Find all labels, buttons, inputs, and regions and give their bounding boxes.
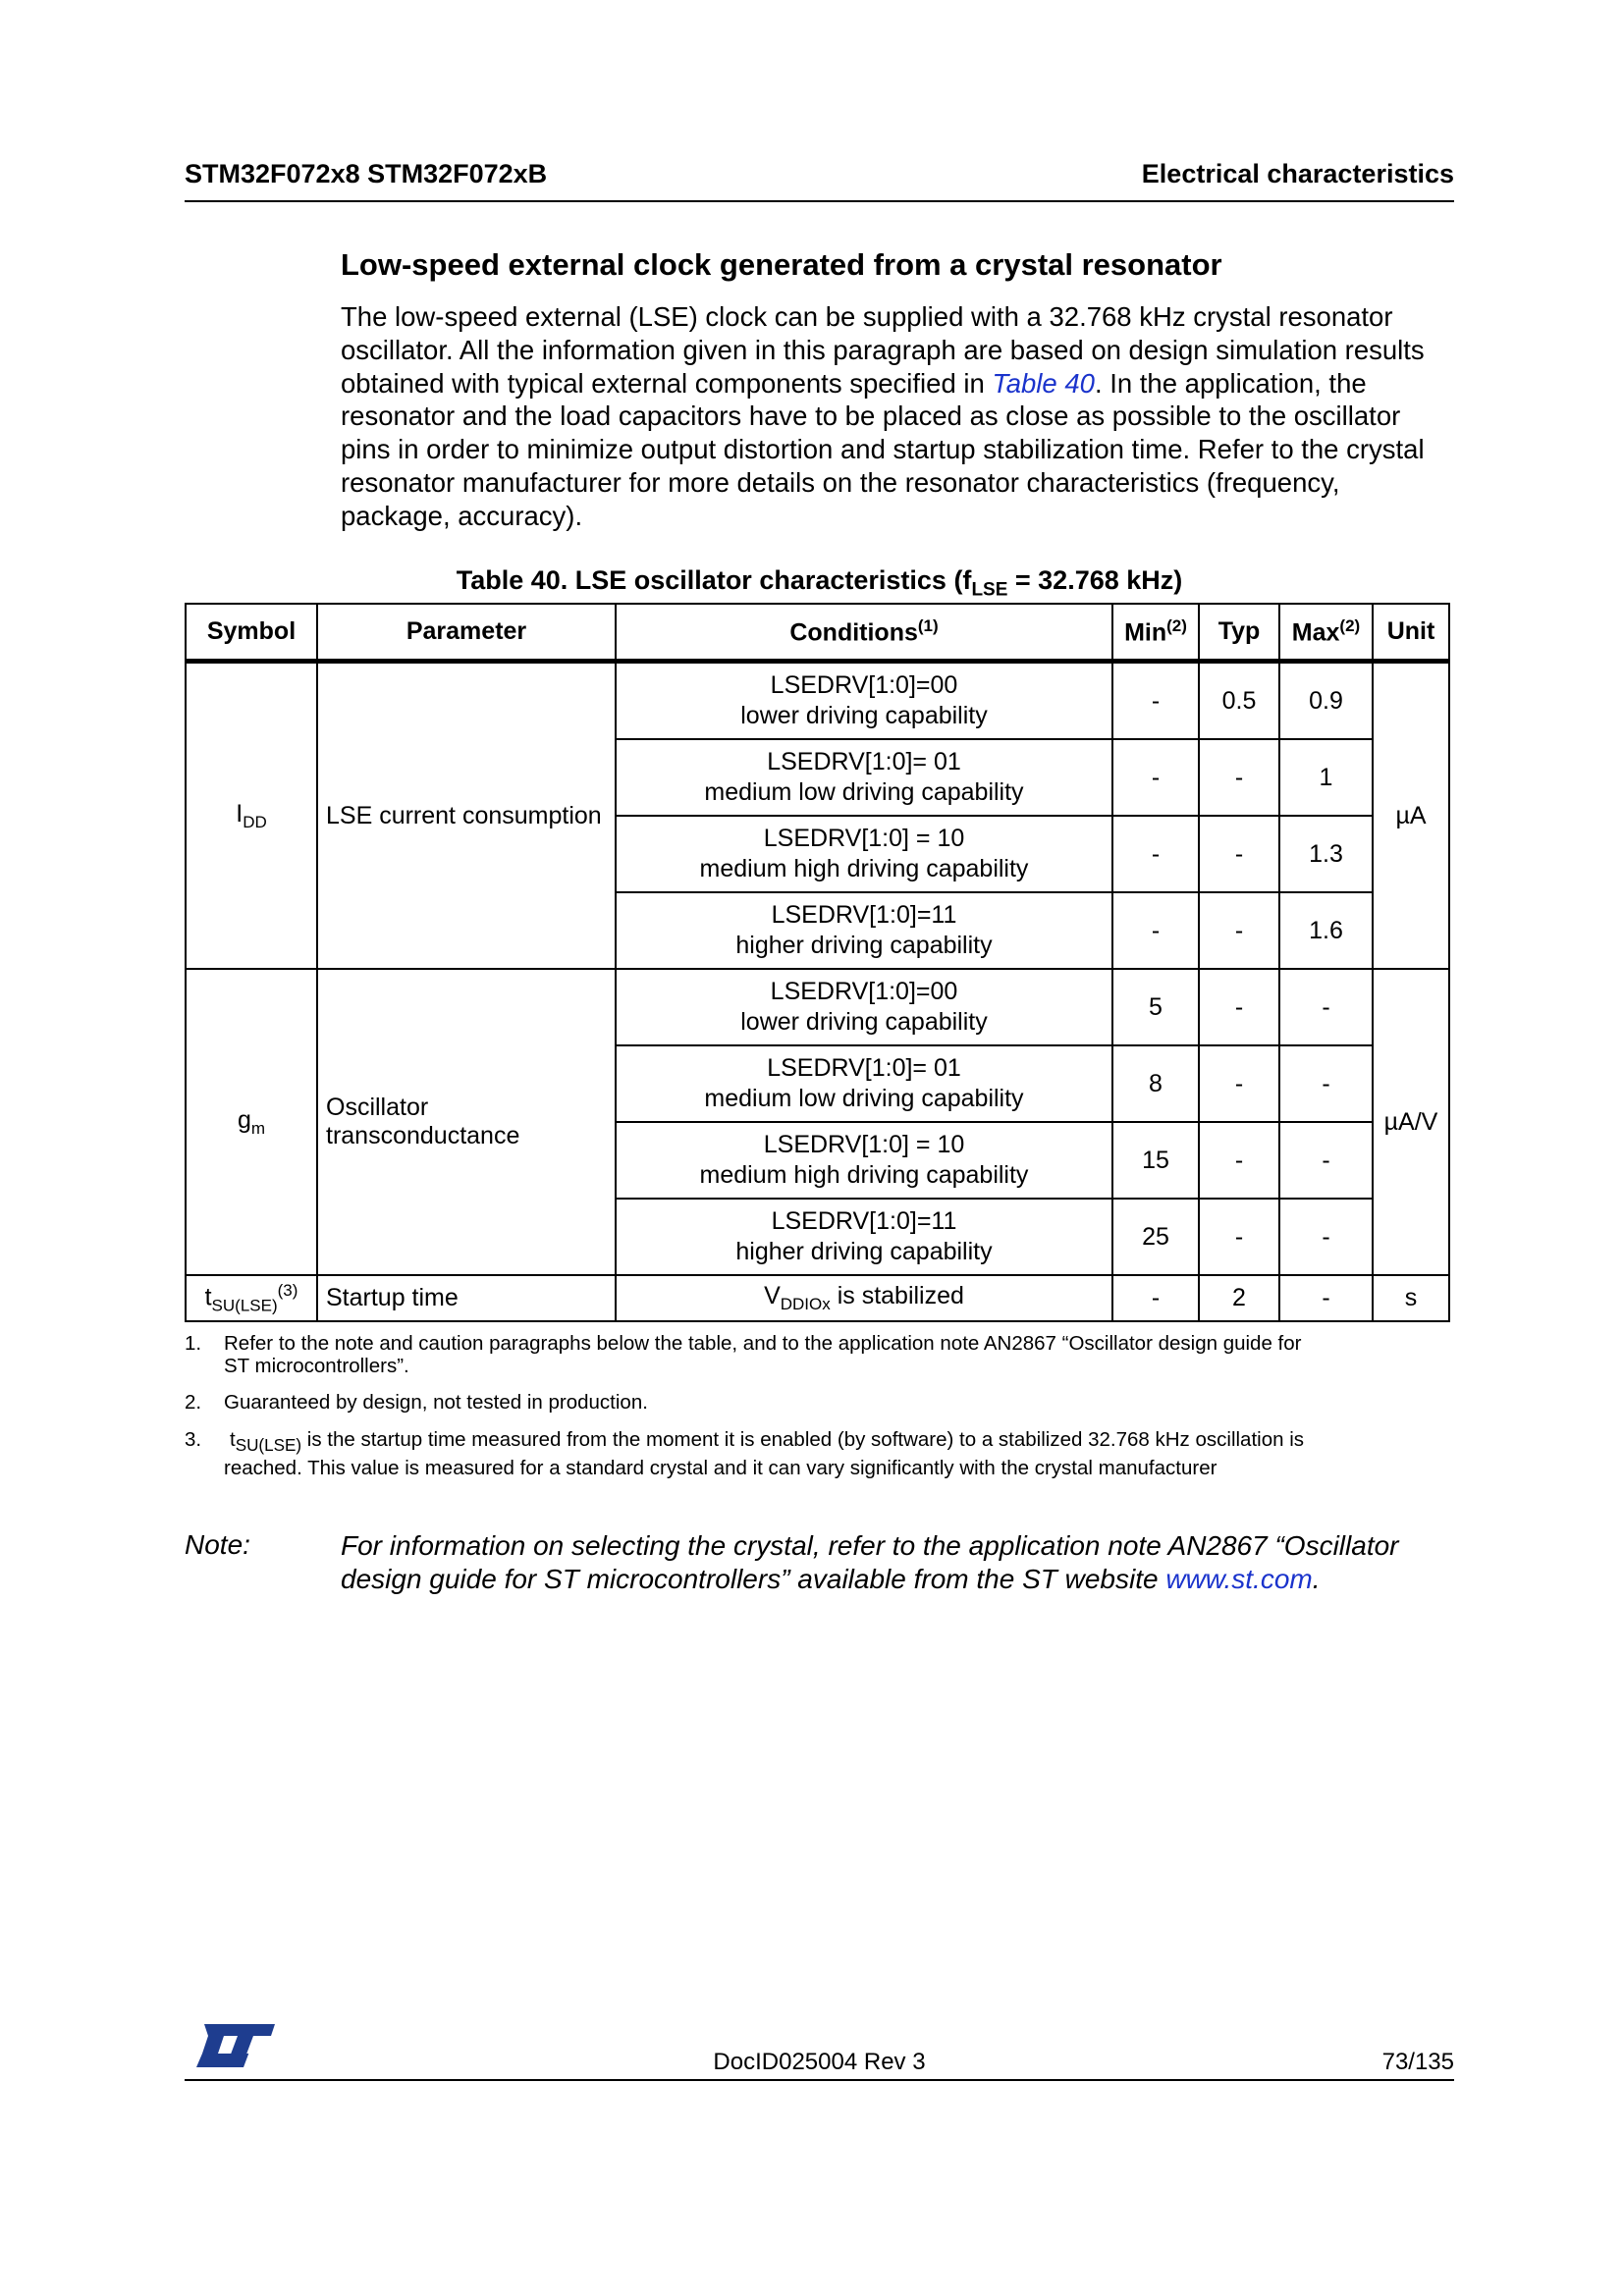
footer-rule bbox=[185, 2079, 1454, 2081]
st-website-link[interactable]: www.st.com bbox=[1165, 1564, 1313, 1594]
paragraph-text: . In the application, the bbox=[1094, 367, 1367, 399]
typ-cell: - bbox=[1199, 816, 1279, 892]
footnote-line: ST microcontrollers”. bbox=[224, 1355, 409, 1377]
condition-line: medium low driving capability bbox=[704, 778, 1024, 806]
footnote-symbol: t bbox=[230, 1428, 236, 1451]
section-paragraph bbox=[341, 300, 1460, 533]
typ-cell: - bbox=[1199, 1045, 1279, 1122]
parameter-cell: Startup time bbox=[317, 1275, 616, 1321]
note-line: For information on selecting the crystal, refer to the application note AN2867 “Oscillator bbox=[341, 1530, 1399, 1561]
max-cell: - bbox=[1279, 1199, 1373, 1275]
symbol-sub: SU(LSE) bbox=[211, 1296, 278, 1315]
min-cell: 5 bbox=[1112, 969, 1199, 1045]
header-unit: Unit bbox=[1373, 604, 1449, 662]
conditions-cell bbox=[616, 892, 1112, 969]
max-cell: 1.3 bbox=[1279, 816, 1373, 892]
condition-line: LSEDRV[1:0] = 10 bbox=[763, 1131, 965, 1158]
footnote-ref: (2) bbox=[1339, 615, 1361, 635]
min-cell: - bbox=[1112, 892, 1199, 969]
typ-cell: - bbox=[1199, 969, 1279, 1045]
footnote-ref: (2) bbox=[1166, 615, 1187, 635]
table-header-row bbox=[186, 604, 1449, 662]
symbol-gm bbox=[186, 969, 317, 1275]
section-title: Low-speed external clock generated from a crystal resonator bbox=[341, 247, 1222, 282]
min-cell: 15 bbox=[1112, 1122, 1199, 1199]
table-caption bbox=[185, 565, 1454, 601]
condition-subscript: DDIOx bbox=[780, 1295, 831, 1313]
conditions-cell bbox=[616, 1199, 1112, 1275]
conditions-cell bbox=[616, 816, 1112, 892]
header-symbol: Symbol bbox=[186, 604, 317, 662]
condition-line: medium high driving capability bbox=[699, 1161, 1029, 1189]
table-row bbox=[186, 662, 1449, 740]
footnote-ref: (1) bbox=[917, 615, 939, 635]
min-cell: 25 bbox=[1112, 1199, 1199, 1275]
max-cell: - bbox=[1279, 969, 1373, 1045]
paragraph-line: pins in order to minimize output distortion and startup stabilization time. Refer to the crystal bbox=[341, 434, 1425, 465]
footnote-number: 3. bbox=[185, 1428, 202, 1451]
condition-line: LSEDRV[1:0] = 10 bbox=[763, 825, 965, 852]
table-row bbox=[186, 969, 1449, 1045]
paragraph-line: resonator manufacturer for more details on the resonator characteristics (frequency, bbox=[341, 466, 1340, 498]
conditions-cell bbox=[616, 1122, 1112, 1199]
unit-cell: µA bbox=[1373, 662, 1449, 970]
conditions-cell bbox=[616, 969, 1112, 1045]
parameter-line: transconductance bbox=[326, 1122, 520, 1149]
max-cell: - bbox=[1279, 1045, 1373, 1122]
paragraph-line bbox=[341, 367, 1460, 400]
header-parameter: Parameter bbox=[317, 604, 616, 662]
conditions-cell bbox=[616, 1275, 1112, 1321]
footnote-text bbox=[224, 1428, 1471, 1479]
typ-cell: 2 bbox=[1199, 1275, 1279, 1321]
unit-cell: s bbox=[1373, 1275, 1449, 1321]
caption-text: = 32.768 kHz) bbox=[1007, 565, 1183, 595]
typ-cell: - bbox=[1199, 1122, 1279, 1199]
symbol-sub: m bbox=[250, 1118, 266, 1138]
max-cell: 1.6 bbox=[1279, 892, 1373, 969]
footnote-line bbox=[224, 1428, 1471, 1457]
caption-subscript: LSE bbox=[971, 579, 1008, 601]
footnote-text bbox=[224, 1332, 1471, 1377]
unit-cell: µA/V bbox=[1373, 969, 1449, 1275]
paragraph-line: package, accuracy). bbox=[341, 500, 583, 531]
conditions-cell bbox=[616, 739, 1112, 816]
typ-cell: - bbox=[1199, 739, 1279, 816]
paragraph-text: obtained with typical external components specified in bbox=[341, 367, 993, 399]
symbol-tsu bbox=[186, 1275, 317, 1321]
condition-symbol: V bbox=[764, 1282, 781, 1309]
parameter-cell bbox=[317, 969, 616, 1275]
header-min bbox=[1112, 604, 1199, 662]
condition-line: LSEDRV[1:0]= 01 bbox=[767, 1054, 961, 1082]
max-cell: - bbox=[1279, 1122, 1373, 1199]
header-rule bbox=[185, 200, 1454, 202]
typ-cell: 0.5 bbox=[1199, 662, 1279, 740]
header-typ: Typ bbox=[1199, 604, 1279, 662]
note-text bbox=[341, 1529, 1460, 1596]
note-text-span: . bbox=[1312, 1564, 1321, 1594]
header-conditions-label: Conditions bbox=[789, 618, 918, 647]
max-cell: 0.9 bbox=[1279, 662, 1373, 740]
min-cell: 8 bbox=[1112, 1045, 1199, 1122]
condition-line: LSEDRV[1:0]=11 bbox=[771, 901, 957, 929]
caption-text: Table 40. LSE oscillator characteristics (f bbox=[456, 565, 972, 595]
symbol-main: g bbox=[237, 1105, 251, 1134]
condition-line: LSEDRV[1:0]= 01 bbox=[767, 748, 961, 775]
paragraph-line: resonator and the load capacitors have to be placed as close as possible to the oscillator bbox=[341, 400, 1401, 432]
header-max bbox=[1279, 604, 1373, 662]
note-text-span: design guide for ST microcontrollers” available from the ST website bbox=[341, 1564, 1166, 1594]
typ-cell: - bbox=[1199, 1199, 1279, 1275]
header-max-label: Max bbox=[1291, 618, 1340, 647]
header-min-label: Min bbox=[1124, 618, 1167, 647]
condition-line: higher driving capability bbox=[735, 1238, 993, 1265]
condition-text: is stabilized bbox=[830, 1282, 964, 1309]
footer-page-number: 73/135 bbox=[1381, 2049, 1454, 2075]
condition-line: lower driving capability bbox=[740, 702, 988, 729]
note-line bbox=[341, 1563, 1460, 1596]
paragraph-line: oscillator. All the information given in this paragraph are based on design simulation results bbox=[341, 334, 1425, 365]
footnote-number: 2. bbox=[185, 1391, 202, 1414]
footnote-number: 1. bbox=[185, 1332, 202, 1355]
condition-line: medium high driving capability bbox=[699, 855, 1029, 882]
header-section-title: Electrical characteristics bbox=[1141, 159, 1454, 188]
footnote-line: Guaranteed by design, not tested in production. bbox=[224, 1391, 648, 1414]
paragraph-line: The low-speed external (LSE) clock can be supplied with a 32.768 kHz crystal resonator bbox=[341, 301, 1393, 332]
parameter-line: Oscillator bbox=[326, 1094, 429, 1121]
lse-characteristics-table bbox=[185, 603, 1450, 1322]
footnote-symbol-sub: SU(LSE) bbox=[235, 1436, 302, 1456]
max-cell: 1 bbox=[1279, 739, 1373, 816]
conditions-cell bbox=[616, 662, 1112, 740]
footer-doc-id: DocID025004 Rev 3 bbox=[713, 2049, 926, 2075]
table-row bbox=[186, 1275, 1449, 1321]
condition-line: medium low driving capability bbox=[704, 1085, 1024, 1112]
min-cell: - bbox=[1112, 816, 1199, 892]
condition-line: LSEDRV[1:0]=00 bbox=[770, 978, 958, 1005]
condition-line: LSEDRV[1:0]=11 bbox=[771, 1207, 957, 1235]
max-cell: - bbox=[1279, 1275, 1373, 1321]
header-doc-title: STM32F072x8 STM32F072xB bbox=[185, 159, 548, 188]
parameter-cell: LSE current consumption bbox=[317, 662, 616, 970]
min-cell: - bbox=[1112, 739, 1199, 816]
footnote-text bbox=[224, 1391, 1471, 1414]
footnote-line: Refer to the note and caution paragraphs below the table, and to the application note AN2867 “Oscillator design guide for bbox=[224, 1332, 1302, 1355]
condition-line: higher driving capability bbox=[735, 932, 993, 959]
conditions-cell bbox=[616, 1045, 1112, 1122]
min-cell: - bbox=[1112, 1275, 1199, 1321]
condition-line: LSEDRV[1:0]=00 bbox=[770, 671, 958, 699]
footnote-ref: (3) bbox=[277, 1280, 298, 1300]
symbol-main: I bbox=[236, 799, 243, 828]
condition-line: lower driving capability bbox=[740, 1008, 988, 1036]
symbol-main: t bbox=[204, 1283, 212, 1311]
min-cell: - bbox=[1112, 662, 1199, 740]
footnote-text-span: is the startup time measured from the moment it is enabled (by software) to a stabilized 32.768 kHz oscillation is bbox=[301, 1428, 1304, 1451]
footnote-line: reached. This value is measured for a standard crystal and it can vary significantly with the crystal manufacturer bbox=[224, 1457, 1217, 1480]
symbol-idd bbox=[186, 662, 317, 970]
symbol-sub: DD bbox=[243, 812, 267, 831]
table-40-link[interactable]: Table 40 bbox=[992, 367, 1095, 399]
typ-cell: - bbox=[1199, 892, 1279, 969]
header-conditions bbox=[616, 604, 1112, 662]
note-label: Note: bbox=[185, 1529, 250, 1560]
